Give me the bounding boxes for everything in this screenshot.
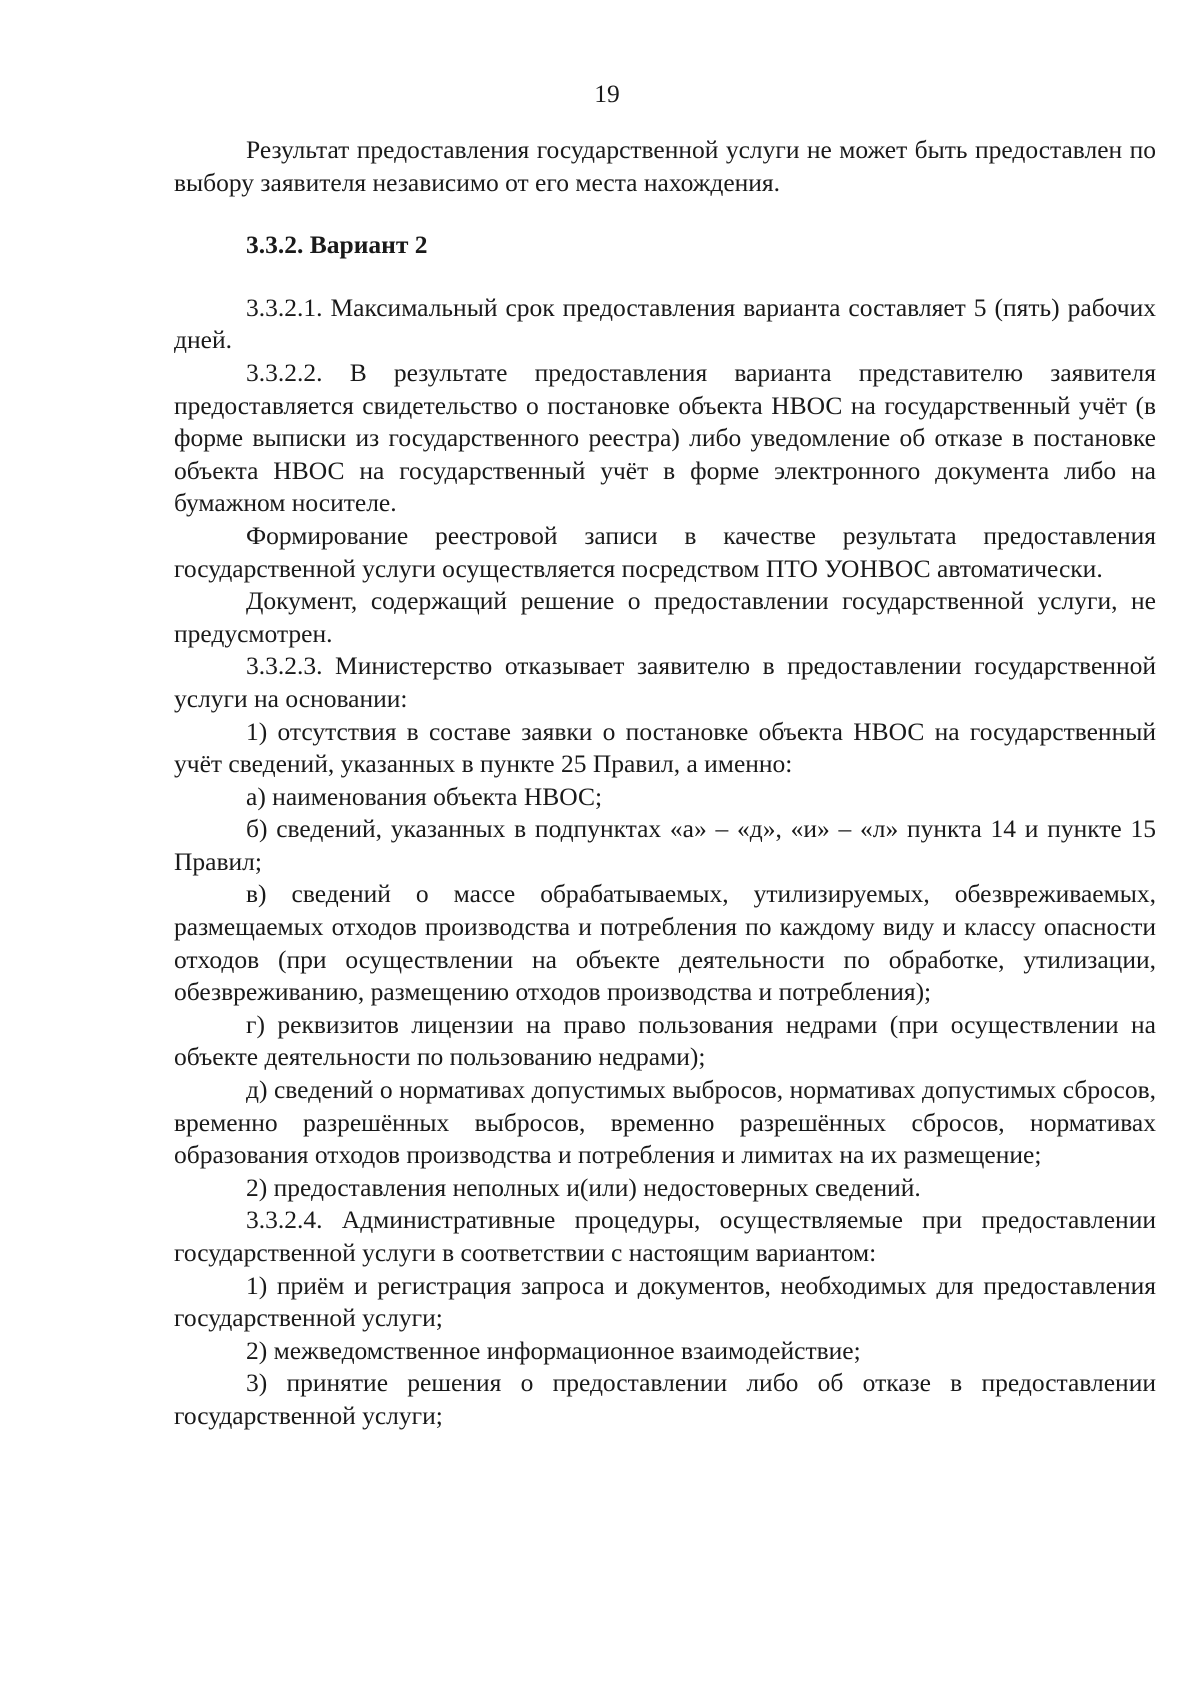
document-body: [174, 134, 1156, 1433]
list-item-refusal-1d: д) сведений о нормативах допустимых выбросов, нормативах допустимых сбросов, временно разрешённых выбросов, временно разрешённых сбросов, нормативах образования отходов производства и потребления и лимитах на их размещение;: [174, 1075, 1156, 1170]
paragraph-registry-record: Формирование реестровой записи в качестве результата предоставления государственной услуги осуществляется посредством ПТО УОНВОС автоматически.: [174, 520, 1156, 583]
list-item-refusal-1v: в) сведений о массе обрабатываемых, утилизируемых, обезвреживаемых, размещаемых отходов производства и потребления по каждому виду и классу опасности отходов (при осуществлении на объекте деятельности по обработке, утилизации, обезвреживанию, размещению отходов производства и потребления);: [174, 879, 1156, 1007]
list-item-refusal-1g: г) реквизитов лицензии на право пользования недрами (при осуществлении на объекте деятельности по пользованию недрами);: [174, 1009, 1156, 1072]
list-item-refusal-1b: б) сведений, указанных в подпунктах «а» – «д», «и» – «л» пункта 14 и пункте 15 Правил;: [174, 814, 1156, 876]
list-item-procedure-2: 2) межведомственное информационное взаимодействие;: [246, 1335, 861, 1365]
paragraph-3-3-2-2: 3.3.2.2. В результате предоставления варианта представителю заявителя предоставляется свидетельство о постановке объекта НВОС на государственный учёт (в форме выписки из государственного реестра) либо уведомление об отказе в постановке объекта НВОС на государственный учёт в форме электронного документа либо на бумажном носителе.: [174, 357, 1156, 518]
paragraph-result-location: Результат предоставления государственной услуги не может быть предоставлен по выбору заявителя независимо от его места нахождения.: [174, 135, 1156, 197]
list-item-procedure-1: 1) приём и регистрация запроса и документов, необходимых для предоставления государственной услуги;: [174, 1270, 1156, 1333]
page-number: 19: [594, 79, 620, 108]
paragraph-3-3-2-1: 3.3.2.1. Максимальный срок предоставления варианта составляет 5 (пять) рабочих дней.: [174, 292, 1156, 355]
paragraph-3-3-2-4: 3.3.2.4. Административные процедуры, осуществляемые при предоставлении государственной услуги в соответствии с настоящим вариантом:: [174, 1205, 1156, 1267]
list-item-refusal-2: 2) предоставления неполных и(или) недостоверных сведений.: [246, 1172, 921, 1202]
list-item-refusal-1a: а) наименования объекта НВОС;: [246, 781, 603, 811]
list-item-procedure-3: 3) принятие решения о предоставлении либо об отказе в предоставлении государственной услуги;: [174, 1368, 1156, 1430]
paragraph-3-3-2-3: 3.3.2.3. Министерство отказывает заявителю в предоставлении государственной услуги на основании:: [174, 651, 1156, 713]
paragraph-decision-document: Документ, содержащий решение о предоставлении государственной услуги, не предусмотрен.: [174, 586, 1156, 648]
list-item-refusal-1: 1) отсутствия в составе заявки о постановке объекта НВОС на государственный учёт сведений, указанных в пункте 25 Правил, а именно:: [174, 716, 1156, 779]
section-heading: 3.3.2. Вариант 2: [246, 230, 428, 260]
